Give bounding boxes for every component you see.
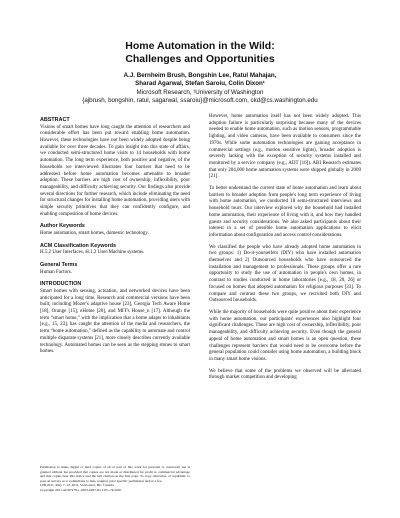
terms-text: Human Factors. [40,269,72,275]
author-affiliation: Microsoft Research, ¹University of Washington [136,88,264,96]
footnote-conference: CHI 2011, May 7–12, 2011, Vancouver, BC, Canada. [40,483,115,487]
author-names-1: A.J. Bernheim Brush, Bongshin Lee, Ratul Mahajan, [123,72,277,79]
author-emails: {ajbrush, bongshin, ratul, sagarwal, ssaroiu}@microsoft.com, ckd@cs.washington.edu [82,97,318,105]
footnote-copyright: Copyright 2011 ACM 978-1-4503-0267-8/11/05....$10.00. [40,487,122,492]
terms-heading: General Terms [40,262,78,269]
intro-text: Smart homes with sensing, actuation, and networked devices have been anticipated for a long time. Research and commercial versions have been built, including Mozer's adaptive house [23], Georgia Tech Aware Home [18], Orange [15], eHome [20], and MIT's House_n [17]. Although the term “smart home,” with the implication that a home adapts to inhabitants [e.g., 15, 23], has caught the attention of the media and researchers, the term “home automation,” defined as the capability to automate and control multiple disparate systems [21], more closely describes currently available technology. Automated homes can be seen as the stepping stones to smart homes. [40,288,190,355]
author-block [0,72,400,106]
title-line-2: Challenges and Opportunities [125,53,275,65]
title-line-1: Home Automation in the Wild: [125,40,275,52]
right-column [209,114,361,387]
left-column [40,114,190,361]
author-names-2: Sharad Agarwal, Stefan Saroiu, Colin Dixon¹ [135,80,265,88]
acm-text: H.5.2 User Interfaces, H.1.2 User/Machine systems. [40,250,145,256]
body-paragraph: While the majority of households were quite positive about their experience with home automation, our participants' experiences also highlight four significant challenges. These are high cost of ownership, inflexibility, poor manageability, and difficulty achieving security. Even though the general appeal of home automation and smart homes is an open question, these challenges represent barriers that would need to be overcome before the general population could consider using home automation, a building block in many smart home visions. [209,309,361,362]
abstract-text: Visions of smart homes have long caught the attention of researchers and considerable effort has been put toward enabling home automation. However, these technologies have not been widely adopted despite being available for over three decades. To gain insight into this state of affairs, we conducted semi-structured home visits to 14 households with home automation. The long term experience, both positive and negative, of the households we interviewed illustrates four barriers that need to be addressed before home automation becomes amenable to broader adoption. These barriers are high cost of ownership, inflexibility, poor manageability, and difficulty achieving security. Our findings also provide several directions for further research, which include eliminating the need for structural changes for installing home automation, providing users with simple security primitives that they can confidently configure, and enabling composition of home devices. [40,124,190,217]
body-paragraph: However, home automation itself has not been widely adopted. This adoption failure is particularly surprising because many of the devices needed to enable home automation, such as motion sensors, programmable lighting, and video cameras, have been available to consumers since the 1970s. While some automation technologies are gaining acceptance in commercial settings (e.g., motion sensitive lights), broader adoption is severely lacking with the exception of security systems installed and monitored by a service company (e.g., ADT [16]). ABI Research estimates that only 204,000 home automation systems were shipped globally in 2009 [21]. [209,114,361,180]
intro-heading: INTRODUCTION [40,281,82,288]
keywords-heading: Author Keywords [40,223,85,230]
paper-title [0,40,400,66]
permission-footnote [40,465,190,492]
keywords-text: Home automation, smart homes, domestic technology. [40,231,149,237]
acm-heading: ACM Classification Keywords [40,242,117,249]
body-paragraph: To better understand the current state of home automation and learn about barriers to broader adoption from people's long term experience of living with home automation, we conducted 18 semi-structured interviews and household tours. Our interview explored why the household had installed home automation, their experience of living with it, and how they handled guests and security considerations. We also asked participants about their interest in a set of possible home automation applications to elicit information about configuration and access control considerations. [209,186,361,238]
body-paragraph: We believe that some of the problems we observed will be alleviated through market competition and developing [209,368,361,381]
body-paragraph: We classified the people who have already adopted home automation in two groups: 1) Do-it-yourselfers (DIY) who have installed automation themselves and 2) Outsourced households who have outsourced the installation and management to professionals. These groups offer a rare opportunity to study the use of automation in people's own homes, in contrast to studies conducted in home laboratories [e.g., 18, 20, 26] or focused on homes that adopted automation for religious purposes [33]. To compare and contrast these two groups, we recruited both DIY and Outsourced households. [209,244,361,304]
abstract-heading: ABSTRACT [40,117,70,123]
footnote-text: Permission to make digital or hard copies of all or part of this work for personal or classroom use is granted without fee provided that copies are not made or distributed for profit or commercial advantage and that copies bear this notice and the full citation on the first page. To copy otherwise, or republish, to post on servers or to redistribute to lists, requires prior specific permission and/or a fee. [40,465,190,483]
